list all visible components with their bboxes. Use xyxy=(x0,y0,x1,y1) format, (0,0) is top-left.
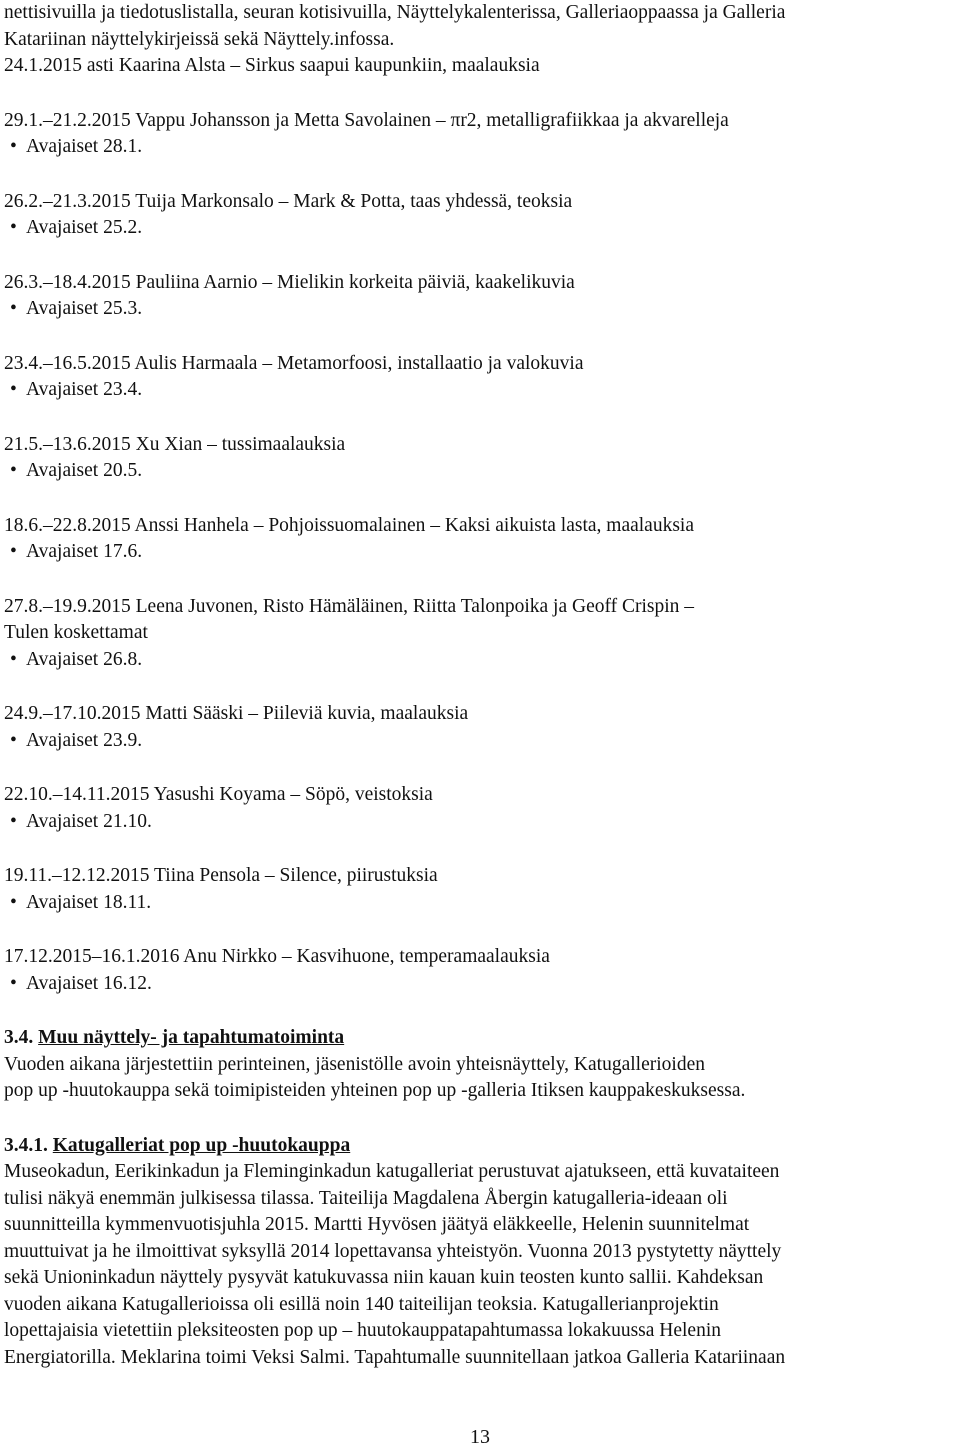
section-number: 3.4.1. xyxy=(4,1134,48,1156)
section-heading-text: Muu näyttely- ja tapahtumatoiminta xyxy=(38,1027,345,1048)
bullet-icon: • xyxy=(10,460,17,481)
opening-text: Avajaiset 25.3. xyxy=(26,298,143,319)
exhibition-title: 19.11.–12.12.2015 Tiina Pensola – Silence, piirustuksia xyxy=(4,865,438,886)
bullet-icon: • xyxy=(10,217,17,238)
opening-text: Avajaiset 23.4. xyxy=(26,379,143,400)
opening-date xyxy=(4,647,960,674)
exhibition-title: 21.5.–13.6.2015 Xu Xian – tussimaalauksia xyxy=(4,433,346,455)
paragraph-line: Energiatorilla. Meklarina toimi Veksi Salmi. Tapahtumalle suunnitellaan jatkoa Galleria Katariinaan xyxy=(4,1346,786,1368)
paragraph-line: lopettajaisia vietettiin pleksiteosten pop up – huutokauppatapahtumassa lokakuussa Helenin xyxy=(4,1320,722,1341)
opening-text: Avajaiset 21.10. xyxy=(26,810,152,832)
section-line: pop up -huutokauppa sekä toimipisteiden yhteinen pop up -galleria Itiksen kauppakeskuksessa. xyxy=(4,1080,746,1101)
opening-date xyxy=(4,296,960,323)
exhibition-item xyxy=(4,594,960,674)
paragraph-line: muuttuivat ja he ilmoittivat syksyllä 2014 lopettavansa yhteistyön. Vuonna 2013 pystytetty näyttely xyxy=(4,1240,782,1262)
paragraph-line: vuoden aikana Katugallerioissa oli esillä noin 140 taiteilijan teoksia. Katugallerianprojektin xyxy=(4,1293,719,1315)
exhibition-item xyxy=(4,782,960,835)
opening-text: Avajaiset 26.8. xyxy=(26,648,143,670)
opening-date xyxy=(4,890,960,917)
section-number: 3.4. xyxy=(4,1027,34,1048)
exhibition-item xyxy=(4,513,960,566)
intro-line: 24.1.2015 asti Kaarina Alsta – Sirkus saapui kaupunkiin, maalauksia xyxy=(4,55,540,76)
exhibition-item xyxy=(4,701,960,754)
section-3-4-1 xyxy=(4,1133,960,1372)
exhibition-title: 26.2.–21.3.2015 Tuija Markonsalo – Mark & Potta, taas yhdessä, teoksia xyxy=(4,190,573,212)
opening-date xyxy=(4,134,960,161)
intro-line: Katariinan näyttelykirjeissä sekä Näyttely.infossa. xyxy=(4,28,395,50)
exhibition-title: 18.6.–22.8.2015 Anssi Hanhela – Pohjoissuomalainen – Kaksi aikuista lasta, maalauksia xyxy=(4,514,694,536)
bullet-icon: • xyxy=(10,541,17,562)
bullet-icon: • xyxy=(10,298,17,319)
exhibition-title: 24.9.–17.10.2015 Matti Sääski – Piileviä kuvia, maalauksia xyxy=(4,703,469,724)
section-line: Vuoden aikana järjestettiin perinteinen, jäsenistölle avoin yhteisnäyttely, Katugallerioiden xyxy=(4,1053,705,1075)
intro-line: nettisivuilla ja tiedotuslistalla, seuran kotisivuilla, Näyttelykalenterissa, Galleriaoppaassa ja Galleria xyxy=(4,2,786,23)
bullet-icon: • xyxy=(10,729,17,751)
opening-text: Avajaiset 17.6. xyxy=(26,541,143,562)
bullet-icon: • xyxy=(10,648,17,670)
opening-date xyxy=(4,728,960,755)
opening-date xyxy=(4,539,960,566)
opening-date xyxy=(4,215,960,242)
opening-text: Avajaiset 18.11. xyxy=(26,891,152,913)
exhibition-item xyxy=(4,189,960,242)
opening-date xyxy=(4,809,960,836)
section-heading xyxy=(4,1133,960,1160)
exhibition-item xyxy=(4,432,960,485)
bullet-icon: • xyxy=(10,136,17,157)
exhibition-title: 27.8.–19.9.2015 Leena Juvonen, Risto Hämäläinen, Riitta Talonpoika ja Geoff Crispin – xyxy=(4,595,695,617)
opening-date xyxy=(4,971,960,998)
exhibition-title: 29.1.–21.2.2015 Vappu Johansson ja Metta Savolainen – πr2, metalligrafiikkaa ja akvarelleja xyxy=(4,109,729,131)
paragraph-line: sekä Unioninkadun näyttely pysyvät katukuvassa niin kauan kuin teosten kunto sallii. Kahdeksan xyxy=(4,1267,764,1288)
exhibition-item xyxy=(4,863,960,916)
intro-text xyxy=(4,0,960,80)
exhibition-item xyxy=(4,270,960,323)
exhibition-title: 22.10.–14.11.2015 Yasushi Koyama – Söpö, veistoksia xyxy=(4,784,433,805)
opening-text: Avajaiset 25.2. xyxy=(26,217,143,238)
exhibition-item xyxy=(4,351,960,404)
opening-text: Avajaiset 16.12. xyxy=(26,972,152,994)
exhibition-title: 17.12.2015–16.1.2016 Anu Nirkko – Kasvihuone, temperamaalauksia xyxy=(4,946,550,967)
exhibition-item xyxy=(4,108,960,161)
section-3-4 xyxy=(4,1025,960,1105)
opening-date xyxy=(4,377,960,404)
paragraph-line: suunnitteilla kymmenvuotisjuhla 2015. Martti Hyvösen jäätyä eläkkeelle, Helenin suunnitelmat xyxy=(4,1214,750,1235)
section-heading-text: Katugalleriat pop up -huutokauppa xyxy=(52,1134,351,1156)
bullet-icon: • xyxy=(10,379,17,400)
page-number: 13 xyxy=(470,1426,490,1448)
opening-date xyxy=(4,458,960,485)
bullet-icon: • xyxy=(10,972,17,994)
paragraph-line: Museokadun, Eerikinkadun ja Fleminginkadun katugalleriat perustuvat ajatukseen, että kuvataiteen xyxy=(4,1161,780,1182)
paragraph-line: tulisi näkyä enemmän julkisessa tilassa. Taiteilija Magdalena Åbergin katugalleria-ideaan oli xyxy=(4,1187,728,1209)
exhibition-title: 26.3.–18.4.2015 Pauliina Aarnio – Mielikin korkeita päiviä, kaakelikuvia xyxy=(4,271,575,293)
opening-text: Avajaiset 23.9. xyxy=(26,729,143,751)
opening-text: Avajaiset 28.1. xyxy=(26,136,143,157)
exhibition-list xyxy=(4,108,960,998)
exhibition-title-line2: Tulen koskettamat xyxy=(4,622,148,643)
bullet-icon: • xyxy=(10,891,17,913)
section-heading xyxy=(4,1025,960,1052)
exhibition-title: 23.4.–16.5.2015 Aulis Harmaala – Metamorfoosi, installaatio ja valokuvia xyxy=(4,352,584,374)
opening-text: Avajaiset 20.5. xyxy=(26,460,143,481)
bullet-icon: • xyxy=(10,810,17,832)
exhibition-item xyxy=(4,944,960,997)
